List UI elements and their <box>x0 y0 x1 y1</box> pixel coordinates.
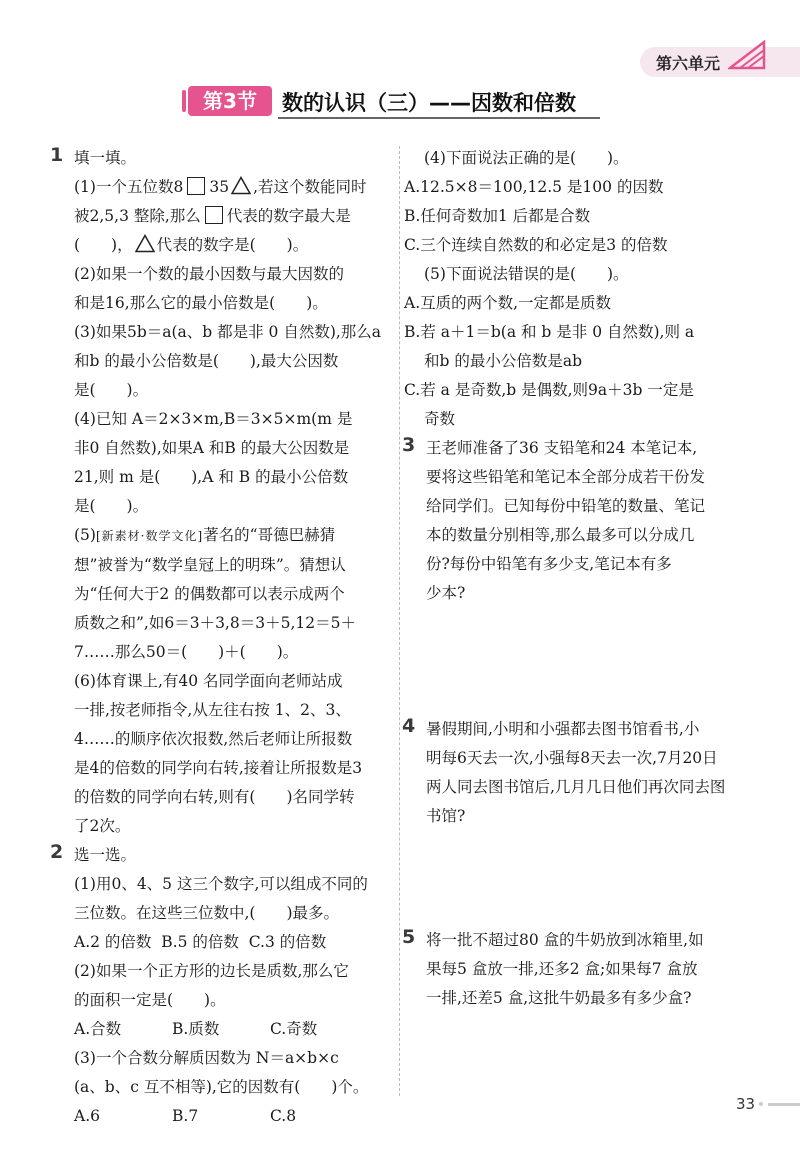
blank-square-icon <box>205 206 223 224</box>
q2-part4-option: A.12.5×8＝100,12.5 是100 的因数 <box>404 178 664 196</box>
q1-part2-line: 和是16,那么它的最小倍数是( )。 <box>74 294 328 312</box>
q2-part1-options <box>74 928 392 957</box>
right-column <box>404 144 744 1013</box>
blank-triangle-icon <box>231 176 251 195</box>
q3-line: 给同学们。已知每份中铅笔的数量、笔记 <box>426 497 706 515</box>
q4-line: 明每6天去一次,小强每8天去一次,7月20日 <box>426 749 718 767</box>
q1-part3-line: 是( )。 <box>74 381 149 399</box>
q2-part5-option: B.若 a＋1＝b(a 和 b 是非 0 自然数),则 a <box>404 323 695 341</box>
option-c: C.8 <box>270 1107 297 1125</box>
page-number: 33 <box>736 1095 756 1113</box>
q1-part5-line: 质数之和”,如6＝3＋3,8＝3＋5,12＝5＋ <box>74 614 356 632</box>
question-2 <box>52 841 392 1131</box>
blank-square-icon <box>187 177 205 195</box>
question-title: 填一填。 <box>74 149 137 167</box>
q2-part5-option: 奇数 <box>424 410 456 428</box>
option-b: B.质数 <box>172 1020 220 1038</box>
q1-part6-line: 了2次。 <box>74 817 131 835</box>
column-divider <box>399 146 400 1096</box>
option-b: B.5 的倍数 <box>161 933 239 951</box>
section-title-row <box>188 86 600 120</box>
q1-part6-line: 的倍数的同学向右转,则有( )名同学转 <box>74 788 355 806</box>
q3-line: 王老师准备了36 支铅笔和24 本笔记本, <box>426 439 698 457</box>
q2-part2-line: (2)如果一个正方形的边长是质数,那么它 <box>74 962 349 980</box>
page-dot <box>759 1102 763 1106</box>
unit-label: 第六单元 <box>656 54 721 73</box>
q1-part3-line: (3)如果5b＝a(a、b 都是非 0 自然数),那么a <box>74 323 382 341</box>
q2-part5-option: A.互质的两个数,一定都是质数 <box>404 294 612 312</box>
q3-line: 要将这些铅笔和笔记本全部分成若干份发 <box>426 468 706 486</box>
q1-part1-line1: (1)一个五位数8 35 ,若这个数能同时 <box>74 178 367 196</box>
question-5 <box>404 926 744 1013</box>
section-badge: 第3节 <box>188 86 272 116</box>
q1-part5-line: (5)[新素材·数学文化]著名的“哥德巴赫猜 <box>74 526 336 544</box>
ruler-triangle-icon <box>728 40 766 70</box>
q2-part3-line: (a、b、c 互不相等),它的因数有( )个。 <box>74 1078 369 1096</box>
q1-part5-line: 为“任何大于2 的偶数都可以表示成两个 <box>74 585 345 603</box>
q1-part6-line: (6)体育课上,有40 名同学面向老师站成 <box>74 672 343 690</box>
q4-line: 书馆? <box>426 807 466 825</box>
q2-part5-line: (5)下面说法错误的是( )。 <box>424 265 629 283</box>
question-4 <box>404 715 744 831</box>
q2-part1-line: (1)用0、4、5 这三个数字,可以组成不同的 <box>74 875 368 893</box>
q5-line: 果每5 盒放一排,还多2 盒;如果每7 盒放 <box>426 960 698 978</box>
q1-part4-line: 21,则 m 是( ),A 和 B 的最小公倍数 <box>74 468 349 486</box>
q2-part1-line: 三位数。在这些三位数中,( )最多。 <box>74 904 340 922</box>
q1-part1-line3: ( )， 代表的数字是( )。 <box>74 236 309 254</box>
q4-line: 暑假期间,小明和小强都去图书馆看书,小 <box>426 720 700 738</box>
q1-part6-line: 一排,按老师指令,从左往右按 1、2、3、 <box>74 701 351 719</box>
blank-triangle-icon <box>135 234 155 253</box>
q2-part5-option: C.若 a 是奇数,b 是偶数,则9a＋3b 一定是 <box>404 381 694 399</box>
question-number: 2 <box>50 841 64 863</box>
q2-part4-option: C.三个连续自然数的和必定是3 的倍数 <box>404 236 668 254</box>
q2-part4-line: (4)下面说法正确的是( )。 <box>424 149 629 167</box>
q2-part2-options <box>74 1015 392 1044</box>
question-number: 4 <box>402 715 416 737</box>
q2-part3-line: (3)一个合数分解质因数为 N＝a×b×c <box>74 1049 339 1067</box>
q5-line: 一排,还差5 盒,这批牛奶最多有多少盒? <box>426 989 692 1007</box>
q1-part5-line: 7……那么50＝( )＋( )。 <box>74 643 299 661</box>
q2-part3-options <box>74 1102 392 1131</box>
q1-part3-line: 和b 的最小公倍数是( ),最大公因数 <box>74 352 339 370</box>
question-number: 5 <box>402 926 416 948</box>
q1-part4-line: 是( )。 <box>74 497 149 515</box>
option-a: A.2 的倍数 <box>74 933 152 951</box>
option-a: A.6 <box>74 1107 100 1125</box>
title-underline <box>278 117 600 119</box>
option-c: C.3 的倍数 <box>248 933 327 951</box>
q1-part4-line: 非0 自然数),如果A 和B 的最大公因数是 <box>74 439 350 457</box>
q2-part2-line: 的面积一定是( )。 <box>74 991 226 1009</box>
new-material-tag: [新素材·数学文化] <box>95 529 204 543</box>
q3-line: 少本? <box>426 584 466 602</box>
q1-part4-line: (4)已知 A＝2×3×m,B＝3×5×m(m 是 <box>74 410 353 428</box>
q1-part6-line: 4……的顺序依次报数,然后老师让所报数 <box>74 730 353 748</box>
page-title: 数的认识（三）——因数和倍数 <box>282 91 576 115</box>
q3-line: 本的数量分别相等,那么最多可以分成几 <box>426 526 695 544</box>
option-b: B.7 <box>172 1107 199 1125</box>
question-2-continued <box>404 144 744 434</box>
option-c: C.奇数 <box>270 1020 318 1038</box>
question-number: 3 <box>402 434 416 456</box>
question-title: 选一选。 <box>74 846 137 864</box>
option-a: A.合数 <box>74 1020 122 1038</box>
q5-line: 将一批不超过80 盒的牛奶放到冰箱里,如 <box>426 931 704 949</box>
q4-line: 两人同去图书馆后,几月几日他们再次同去图 <box>426 778 726 796</box>
q1-part1-line2: 被2,5,3 整除,那么 代表的数字最大是 <box>74 207 351 225</box>
page-bar <box>768 1103 800 1106</box>
q3-line: 份?每份中铅笔有多少支,笔记本有多 <box>426 555 672 573</box>
question-3 <box>404 434 744 608</box>
q2-part4-option: B.任何奇数加1 后都是合数 <box>404 207 591 225</box>
q2-part5-option: 和b 的最小公倍数是ab <box>424 352 583 370</box>
question-1 <box>52 144 392 841</box>
question-number: 1 <box>50 144 64 166</box>
q1-part2-line: (2)如果一个数的最小因数与最大因数的 <box>74 265 344 283</box>
left-column <box>52 144 392 1131</box>
q1-part5-line: 想”被誉为“数学皇冠上的明珠”。猜想认 <box>74 556 346 574</box>
q1-part6-line: 是4的倍数的同学向右转,接着让所报数是3 <box>74 759 363 777</box>
